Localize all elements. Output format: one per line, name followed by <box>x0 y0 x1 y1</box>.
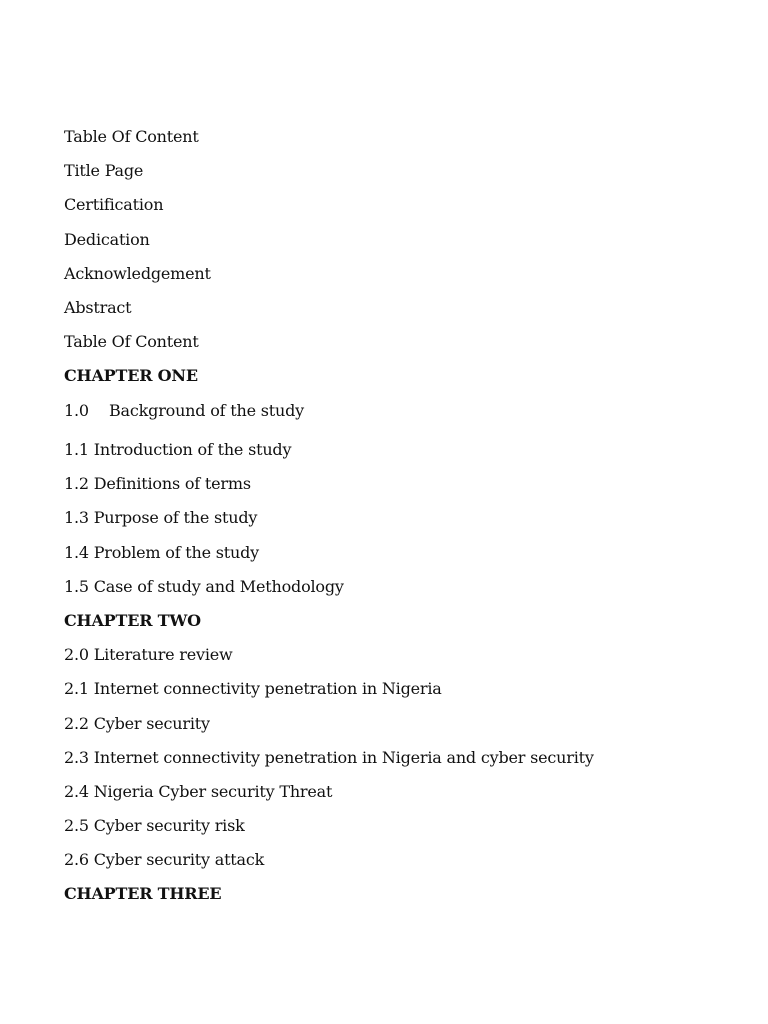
toc-item-dedication: Dedication <box>64 229 150 249</box>
toc-entry-1-0 <box>64 400 744 440</box>
chapter-three-heading: CHAPTER THREE <box>64 884 222 904</box>
toc-entry-1-5: 1.5 Case of study and Methodology <box>64 576 344 596</box>
toc-entry-1-2: 1.2 Definitions of terms <box>64 474 251 494</box>
toc-entry-2-3: 2.3 Internet connectivity penetration in Nigeria and cyber security <box>64 747 594 767</box>
toc-entry-1-1: 1.1 Introduction of the study <box>64 440 292 459</box>
toc-item-table-of-content: Table Of Content <box>64 127 199 146</box>
toc-entry-1-4: 1.4 Problem of the study <box>64 542 260 562</box>
toc-item-table-of-content-2: Table Of Content <box>64 332 199 352</box>
toc-item-title-page: Title Page <box>64 161 144 181</box>
toc-entry-2-2: 2.2 Cyber security <box>64 713 210 733</box>
toc-entry-2-4: 2.4 Nigeria Cyber security Threat <box>64 781 333 801</box>
toc-item-certification: Certification <box>64 195 164 215</box>
toc-entry-2-5: 2.5 Cyber security risk <box>64 816 245 836</box>
toc-entry-2-0: 2.0 Literature review <box>64 645 233 665</box>
toc-entry-1-3: 1.3 Purpose of the study <box>64 508 258 528</box>
toc-entry-title: Background of the study <box>109 400 304 420</box>
toc-entry-number: 1.0 <box>64 400 89 420</box>
chapter-two-heading: CHAPTER TWO <box>64 610 201 630</box>
toc-item-acknowledgement: Acknowledgement <box>64 263 211 283</box>
toc-entry-2-1: 2.1 Internet connectivity penetration in Nigeria <box>64 679 442 699</box>
chapter-one-heading: CHAPTER ONE <box>64 366 198 386</box>
table-of-contents <box>64 126 744 918</box>
toc-item-abstract: Abstract <box>64 297 132 317</box>
toc-entry-2-6: 2.6 Cyber security attack <box>64 850 265 870</box>
